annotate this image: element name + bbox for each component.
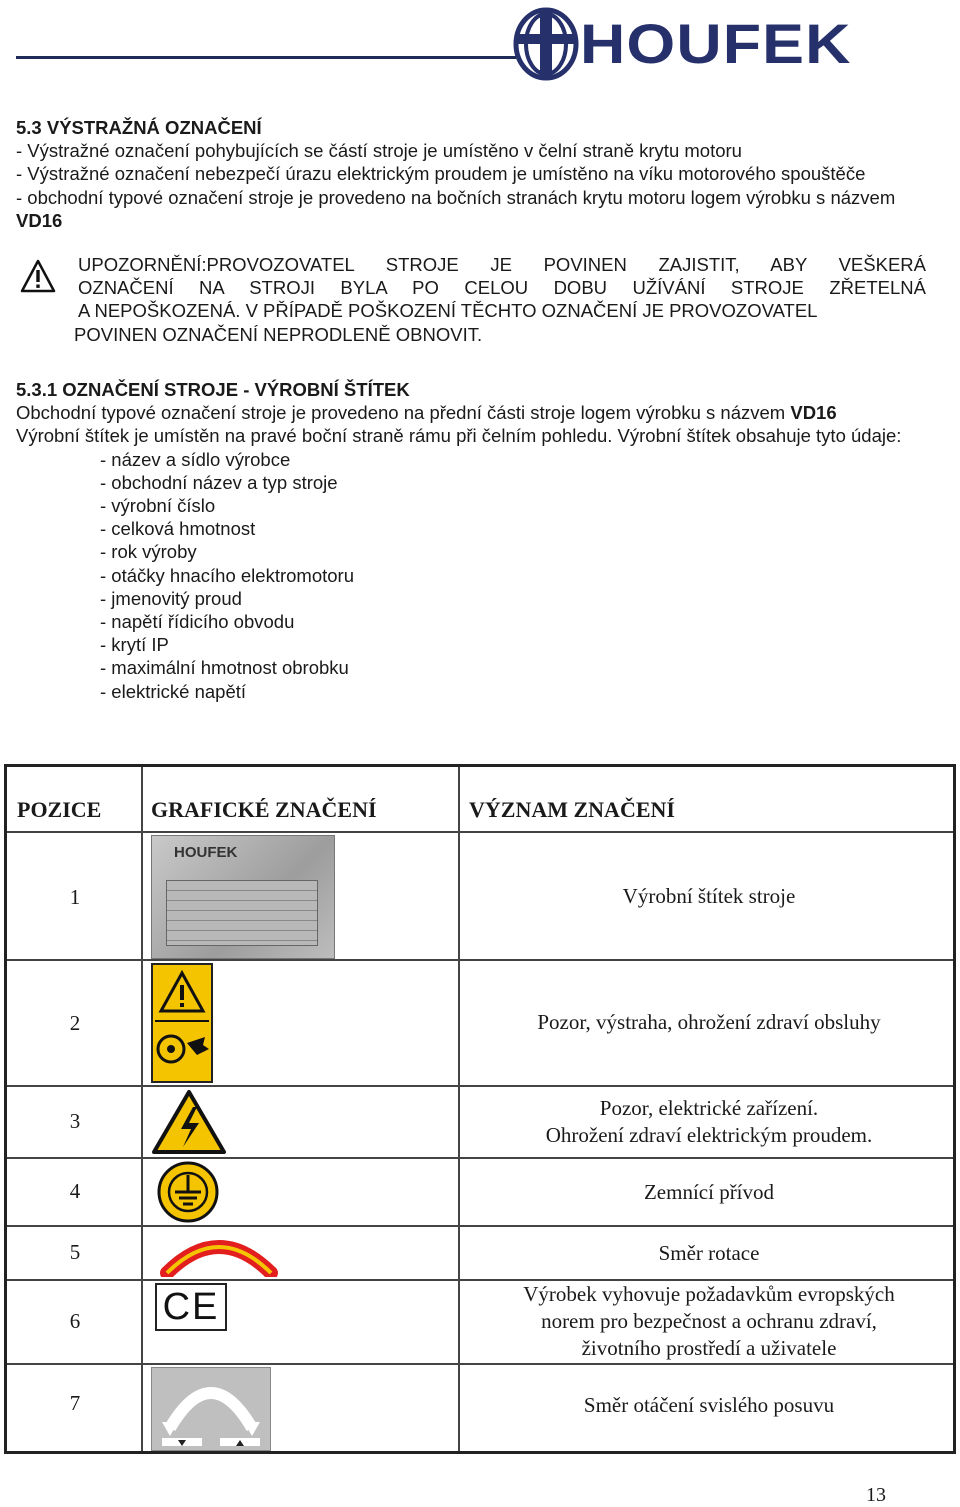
- warning-text: [74, 253, 926, 346]
- list-item: - maximální hmotnost obrobku: [100, 657, 349, 679]
- warning-line-1: UPOZORNĚNÍ:PROVOZOVATEL STROJE JE POVINEN ZAJISTIT, ABY VEŠKERÁ: [78, 254, 926, 276]
- row-3-meaning: [461, 1095, 957, 1149]
- row-4-position: 4: [69, 1179, 81, 1203]
- vertical-feed-icon: [152, 1368, 270, 1450]
- electric-hazard-image: [151, 1089, 227, 1155]
- moving-parts-warning-image: [151, 963, 213, 1083]
- subsection-heading: 5.3.1 OZNAČENÍ STROJE - VÝROBNÍ ŠTÍTEK: [16, 379, 410, 401]
- row-5-meaning: Směr rotace: [658, 1241, 760, 1265]
- list-item: - krytí IP: [100, 634, 169, 656]
- markings-table: [4, 764, 956, 1454]
- warning-line-3: A NEPOŠKOZENÁ. V PŘÍPADĚ POŠKOZENÍ TĚCHTO OZNAČENÍ JE PROVOZOVATEL: [78, 300, 818, 322]
- list-item: - název a sídlo výrobce: [100, 448, 291, 470]
- para-1-text: Obchodní typové označení stroje je provedeno na přední části stroje logem výrobku s názvem: [16, 402, 791, 424]
- warning-line-2: OZNAČENÍ NA STROJI BYLA PO CELOU DOBU UŽÍVÁNÍ STROJE ZŘETELNÁ: [78, 277, 926, 299]
- table-divider: [7, 1157, 953, 1159]
- rotation-direction-image: [157, 1229, 281, 1277]
- list-item: - celková hmotnost: [100, 518, 256, 540]
- page-number: 13: [866, 1484, 886, 1506]
- row-4-meaning: Zemnící přívod: [643, 1180, 775, 1204]
- moving-parts-icon: [153, 965, 211, 1081]
- row-6-position: 6: [69, 1309, 81, 1333]
- section-heading: 5.3 VÝSTRAŽNÁ OZNAČENÍ: [16, 117, 262, 138]
- vertical-feed-direction-image: [151, 1367, 271, 1451]
- section-line-1: - Výstražné označení pohybujících se částí stroje je umístěno v čelní straně krytu motoru: [16, 140, 742, 162]
- row-3-position: 3: [69, 1109, 81, 1133]
- table-divider: [7, 831, 953, 833]
- row-3-meaning-line-2: Ohrožení zdraví elektrickým proudem.: [545, 1123, 873, 1147]
- row-7-meaning: Směr otáčení svislého posuvu: [583, 1393, 835, 1417]
- list-item: - jmenovitý proud: [100, 587, 242, 609]
- section-line-3: [16, 186, 946, 232]
- list-item: - obchodní název a typ stroje: [100, 471, 338, 493]
- rotation-arrow-icon: [157, 1229, 281, 1277]
- list-item: - napětí řídicího obvodu: [100, 611, 295, 633]
- row-5-position: 5: [69, 1240, 81, 1264]
- ce-mark: CE: [162, 1286, 220, 1328]
- row-6-meaning-line-3: životního prostředí a uživatele: [581, 1336, 837, 1360]
- page-content: [16, 116, 946, 703]
- nameplate-image: [151, 835, 335, 959]
- row-2-position: 2: [69, 1011, 81, 1035]
- row-2-meaning: Pozor, výstraha, ohrožení zdraví obsluhy: [537, 1010, 881, 1034]
- table-header-meaning: VÝZNAM ZNAČENÍ: [469, 797, 675, 822]
- lightning-warning-icon: [151, 1089, 227, 1155]
- list-item: - výrobní číslo: [100, 495, 216, 517]
- warning-notice: [16, 253, 946, 355]
- warning-triangle-icon: [20, 259, 56, 293]
- ce-mark-image: [155, 1283, 227, 1331]
- table-divider: [7, 1225, 953, 1227]
- ground-symbol-image: [157, 1161, 219, 1223]
- plate-items-list: [16, 448, 946, 703]
- list-item: - elektrické napětí: [100, 680, 247, 702]
- table-divider: [7, 959, 953, 961]
- row-6-meaning: [461, 1281, 957, 1362]
- row-1-meaning: Výrobní štítek stroje: [622, 884, 796, 908]
- list-item: - rok výroby: [100, 541, 197, 563]
- nameplate-fields: [166, 880, 318, 946]
- row-1-position: 1: [69, 885, 81, 909]
- section-line-2: - Výstražné označení nebezpečí úrazu elektrickým proudem je umístěno na víku motorového spouštěče: [16, 163, 866, 185]
- table-divider: [7, 1363, 953, 1365]
- table-divider: [7, 1085, 953, 1087]
- table-header-position: POZICE: [17, 797, 102, 822]
- table-divider: [458, 767, 460, 1451]
- para-1-model: VD16: [790, 402, 837, 424]
- logo-text: HOUFEK: [580, 12, 852, 75]
- header-rule: [16, 56, 516, 59]
- subsection: [16, 378, 946, 703]
- logo-globe-icon: [510, 6, 580, 82]
- subsection-para-1: [16, 401, 946, 424]
- row-7-position: 7: [69, 1391, 81, 1415]
- table-header-graphic: GRAFICKÉ ZNAČENÍ: [151, 797, 377, 822]
- row-3-meaning-line-1: Pozor, elektrické zařízení.: [599, 1096, 819, 1120]
- row-6-meaning-line-2: norem pro bezpečnost a ochranu zdraví,: [541, 1309, 877, 1333]
- ground-icon: [157, 1161, 219, 1223]
- subsection-para-2: Výrobní štítek je umístěn na pravé boční straně rámu při čelním pohledu. Výrobní štítek obsahuje tyto údaje:: [16, 425, 902, 447]
- list-item: - otáčky hnacího elektromotoru: [100, 564, 354, 586]
- model-name: VD16: [16, 209, 63, 231]
- row-6-meaning-line-1: Výrobek vyhovuje požadavkům evropských: [523, 1282, 895, 1306]
- houfek-logo: [510, 6, 910, 82]
- section-line-3-text: - obchodní typové označení stroje je provedeno na bočních stranách krytu motoru logem výrobku s názvem: [16, 186, 896, 208]
- warning-line-4: POVINEN OZNAČENÍ NEPRODLENĚ OBNOVIT.: [74, 323, 483, 345]
- nameplate-brand: HOUFEK: [174, 844, 238, 861]
